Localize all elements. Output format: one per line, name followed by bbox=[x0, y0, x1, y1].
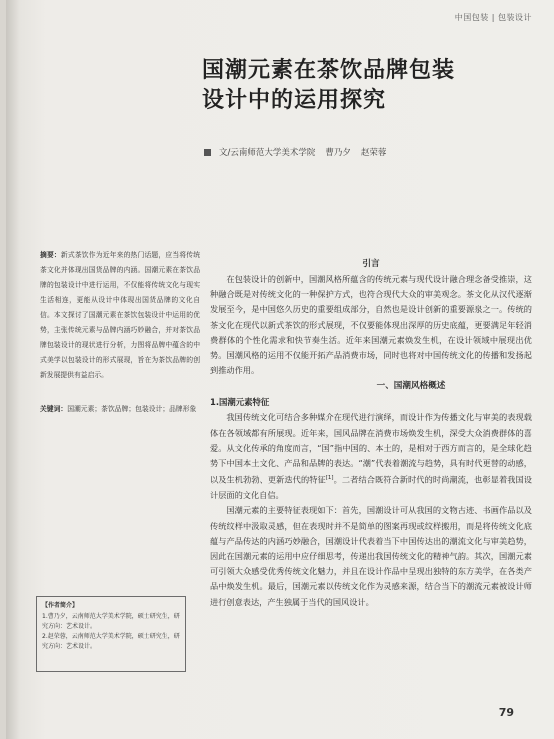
section-header bbox=[455, 12, 532, 23]
section-1-heading: 一、国潮风格概述 bbox=[376, 381, 446, 392]
author-1: 曹乃夕 bbox=[325, 148, 351, 158]
subsection-1-heading: 1.国潮元素特征 bbox=[210, 397, 270, 408]
keywords bbox=[40, 402, 200, 417]
author-info-line-1: 1.曹乃夕，云南师范大学美术学院，硕士研究生，研究方向：艺术设计。 bbox=[42, 613, 180, 630]
affiliation: 文/云南师范大学美术学院 bbox=[219, 148, 316, 158]
journal-name: 中国包装 bbox=[454, 13, 489, 22]
square-bullet-icon bbox=[204, 149, 211, 156]
author-info-line-2: 2.赵荣蓉，云南师范大学美术学院，硕士研究生，研究方向：艺术设计。 bbox=[42, 633, 180, 650]
author-2: 赵荣蓉 bbox=[360, 148, 387, 158]
abstract bbox=[40, 248, 200, 383]
intro-heading: 引言 bbox=[362, 259, 380, 269]
paragraph-1-text: 我国传统文化可结合多种媒介在现代进行演绎，而设计作为传播文化与审美的表现载体在各领域都有所展现。近年来，国风品牌在消费市场焕发生机，深受大众消费群体的喜爱。从文化传承的角度而言，“国”指中国的、本土的，是相对于西方而言的，是全球化趋势下中国本土文化、产品和品牌的表达。“潮”代表着潮流与趋势，具有时代更替的动感，以及生机勃勃、更新迭代的特征 bbox=[210, 412, 532, 485]
header-separator: | bbox=[491, 13, 495, 22]
paragraph-2: 国潮元素的主要特征表现如下：首先，国潮设计可从我国的文物古迹、书画作品以及传统纹样中汲取灵感，但在表现时并不是简单的图案再现或纹样搬用，而是将传统文化底蕴与产品传达的内涵巧妙融合，国潮设计代表着当下中国传达出的潮流文化与审美趋势，因此在国潮元素的运用中应仔细思考，传递出我国传统文化的精神气韵。其次，国潮元素可引领大众感受优秀传统文化魅力，并且在设计作品中呈现出独特的东方美学，在各类产品中焕发生机。最后，国潮元素以传统文化作为灵感来源，结合当下的潮流元素被设计师进行创意表达，产生独属于当代的国风设计。 bbox=[210, 505, 532, 607]
abstract-label: 摘要： bbox=[40, 251, 61, 259]
title-line-2: 设计中的运用探究 bbox=[202, 88, 387, 113]
abstract-text: 新式茶饮作为近年来的热门话题，应当将传统茶文化并体现出国货品牌的内涵。国潮元素在茶饮品牌的包装设计中进行运用，不仅能将传统文化与现实生活相连，更能从设计中体现出国货品牌的文化自信。本文探讨了国潮元素在茶饮包装设计中运用的优势，主张传统元素与品牌内涵巧妙融合，并对茶饮品牌包装设计的现状进行分析，力图将品牌中蕴含的中式美学以包装设计的形式展现，旨在为茶饮品牌的创新发展提供有益启示。 bbox=[40, 251, 201, 379]
intro-paragraph: 在包装设计的创新中，国潮风格所蕴含的传统元素与现代设计融合理念备受推崇，这种融合既是对传统文化的一种保护方式，也符合现代大众的审美观念。茶文化从汉代逐渐发展至今，是中国悠久历史的重要组成部分，自然也是设计创新的重要源泉之一。传统的茶文化在现代以新式茶饮的形式展现，不仅要能体现出深厚的历史底蕴，更要满足年轻消费群体的个性化需求和快节奏生活。近年来国潮元素焕发生机，在设计领域中展现出优势。国潮风格的运用不仅能开拓产品消费市场，同时也将对中国传统文化的传播和发扬起到推动作用。 bbox=[210, 274, 532, 376]
main-body bbox=[210, 256, 532, 610]
title-line-1: 国潮元素在茶饮品牌包装 bbox=[202, 58, 456, 83]
byline bbox=[204, 146, 386, 158]
journal-page bbox=[6, 0, 554, 739]
keywords-label: 关键词： bbox=[40, 405, 68, 413]
paragraph-1-end: 。二者结合既符合新时代的时尚潮流，也彰显着我国设计层面的文化自信。 bbox=[210, 474, 532, 501]
article-title bbox=[202, 56, 532, 116]
paragraph-1 bbox=[210, 410, 532, 503]
section-name: 包装设计 bbox=[498, 13, 532, 22]
page-number: 79 bbox=[498, 706, 514, 719]
citation-mark: [1] bbox=[325, 475, 334, 482]
author-info-box bbox=[36, 596, 186, 672]
keywords-text: 国潮元素；茶饮品牌；包装设计；品牌形象 bbox=[67, 405, 197, 413]
author-box-title: 【作者简介】 bbox=[42, 602, 79, 609]
